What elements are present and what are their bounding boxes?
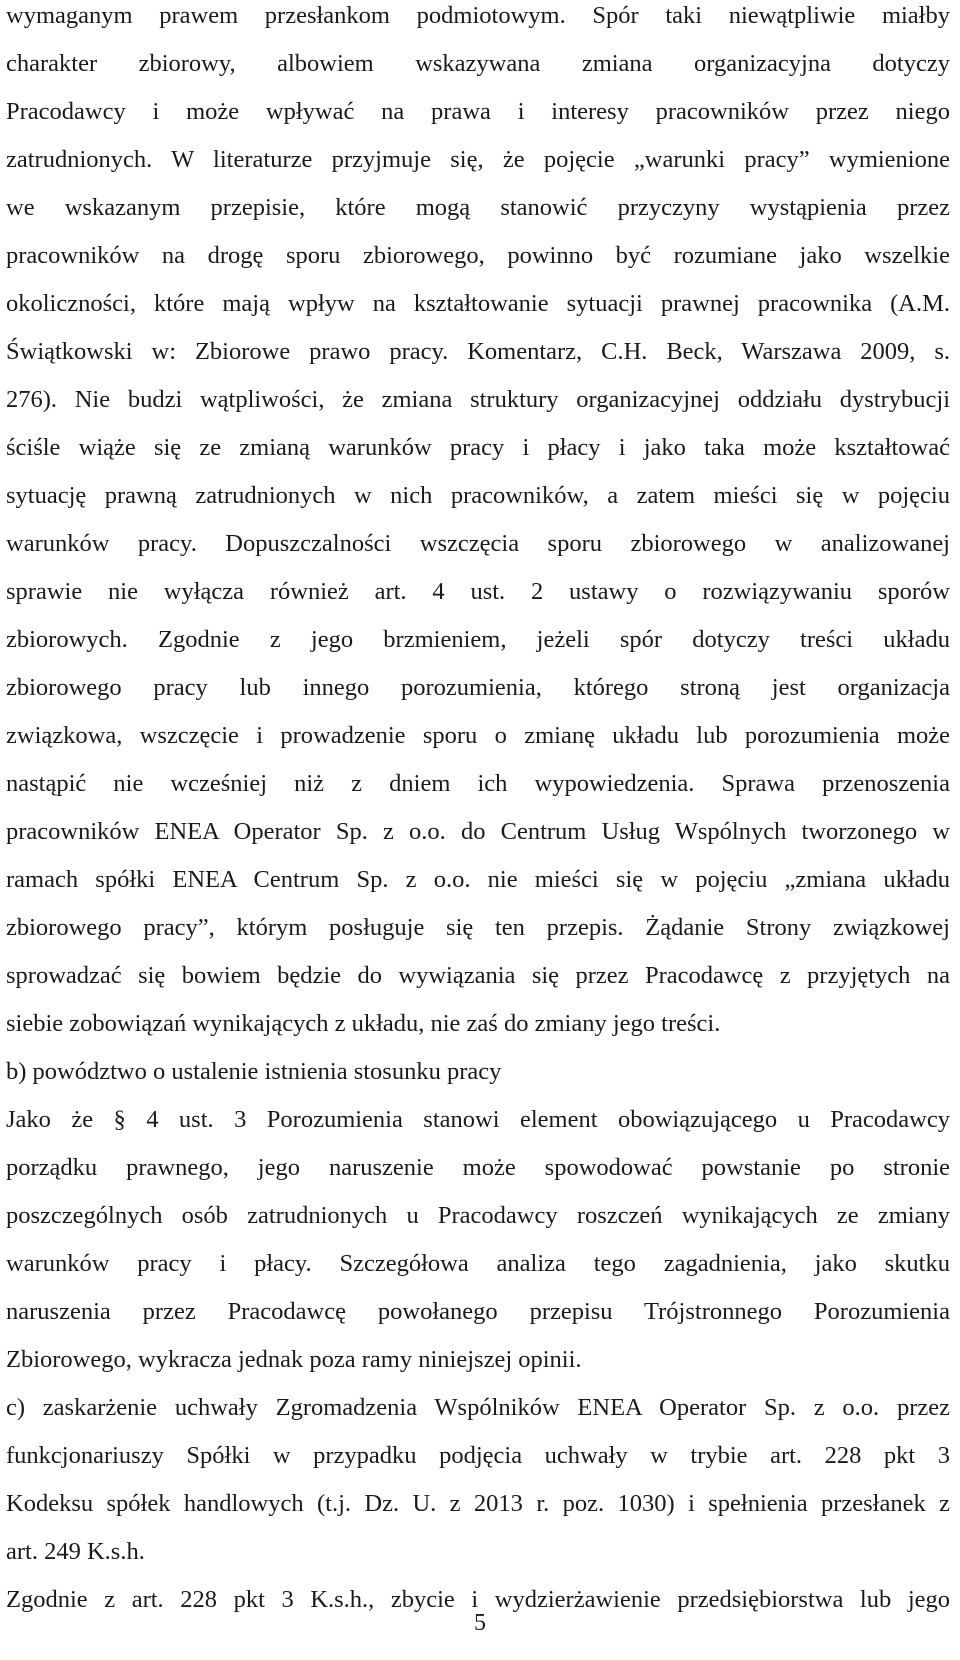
text-line: ramach spółki ENEA Centrum Sp. z o.o. nie mieści się w pojęciu „zmiana układu (6, 866, 950, 893)
text-line: we wskazanym przepisie, które mogą stanowić przyczyny wystąpienia przez (6, 194, 950, 221)
text-line: poszczególnych osób zatrudnionych u Pracodawcy roszczeń wynikających ze zmiany (6, 1202, 950, 1229)
text-line: sprowadzać się bowiem będzie do wywiązania się przez Pracodawcę z przyjętych na (6, 962, 950, 989)
text-line: 276). Nie budzi wątpliwości, że zmiana struktury organizacyjnej oddziału dystrybucji (6, 386, 950, 413)
text-line: pracowników na drogę sporu zbiorowego, powinno być rozumiane jako wszelkie (6, 242, 950, 269)
text-line: Zbiorowego, wykracza jednak poza ramy niniejszej opinii. (6, 1346, 582, 1373)
section-heading: c) zaskarżenie uchwały Zgromadzenia Wspólników ENEA Operator Sp. z o.o. przez (6, 1394, 950, 1421)
text-line: Zgodnie z art. 228 pkt 3 K.s.h., zbycie i wydzierżawienie przedsiębiorstwa lub jego (6, 1586, 950, 1613)
text-line: sprawie nie wyłącza również art. 4 ust. 2 ustawy o rozwiązywaniu sporów (6, 578, 950, 605)
text-line: charakter zbiorowy, albowiem wskazywana zmiana organizacyjna dotyczy (6, 50, 950, 77)
text-line: funkcjonariuszy Spółki w przypadku podjęcia uchwały w trybie art. 228 pkt 3 (6, 1442, 950, 1469)
text-line: art. 249 K.s.h. (6, 1538, 145, 1565)
text-line: naruszenia przez Pracodawcę powołanego przepisu Trójstronnego Porozumienia (6, 1298, 950, 1325)
text-line: Jako że § 4 ust. 3 Porozumienia stanowi element obowiązującego u Pracodawcy (6, 1106, 950, 1133)
text-line: zbiorowego pracy lub innego porozumienia, którego stroną jest organizacja (6, 674, 950, 701)
text-line: Pracodawcy i może wpływać na prawa i interesy pracowników przez niego (6, 98, 950, 125)
text-line: Świątkowski w: Zbiorowe prawo pracy. Komentarz, C.H. Beck, Warszawa 2009, s. (6, 338, 950, 365)
text-line: nastąpić nie wcześniej niż z dniem ich wypowiedzenia. Sprawa przenoszenia (6, 770, 950, 797)
text-line: zbiorowego pracy”, którym posługuje się ten przepis. Żądanie Strony związkowej (6, 914, 950, 941)
text-line: Kodeksu spółek handlowych (t.j. Dz. U. z 2013 r. poz. 1030) i spełnienia przesłanek z (6, 1490, 950, 1517)
body-text (6, 0, 950, 1624)
text-line: warunków pracy i płacy. Szczegółowa analiza tego zagadnienia, jako skutku (6, 1250, 950, 1277)
text-line: porządku prawnego, jego naruszenie może spowodować powstanie po stronie (6, 1154, 950, 1181)
text-line: zatrudnionych. W literaturze przyjmuje się, że pojęcie „warunki pracy” wymienione (6, 146, 950, 173)
text-line: sytuację prawną zatrudnionych w nich pracowników, a zatem mieści się w pojęciu (6, 482, 950, 509)
text-line: siebie zobowiązań wynikających z układu, nie zaś do zmiany jego treści. (6, 1010, 721, 1037)
text-line: zbiorowych. Zgodnie z jego brzmieniem, jeżeli spór dotyczy treści układu (6, 626, 950, 653)
text-line: pracowników ENEA Operator Sp. z o.o. do Centrum Usług Wspólnych tworzonego w (6, 818, 950, 845)
page-number: 5 (474, 1610, 486, 1636)
text-line: ściśle wiąże się ze zmianą warunków pracy i płacy i jako taka może kształtować (6, 434, 950, 461)
text-line: wymaganym prawem przesłankom podmiotowym. Spór taki niewątpliwie miałby (6, 2, 950, 29)
text-line: związkowa, wszczęcie i prowadzenie sporu o zmianę układu lub porozumienia może (6, 722, 950, 749)
text-line: okoliczności, które mają wpływ na kształtowanie sytuacji prawnej pracownika (A.M. (6, 290, 950, 317)
text-line: warunków pracy. Dopuszczalności wszczęcia sporu zbiorowego w analizowanej (6, 530, 950, 557)
section-heading: b) powództwo o ustalenie istnienia stosunku pracy (6, 1058, 502, 1085)
